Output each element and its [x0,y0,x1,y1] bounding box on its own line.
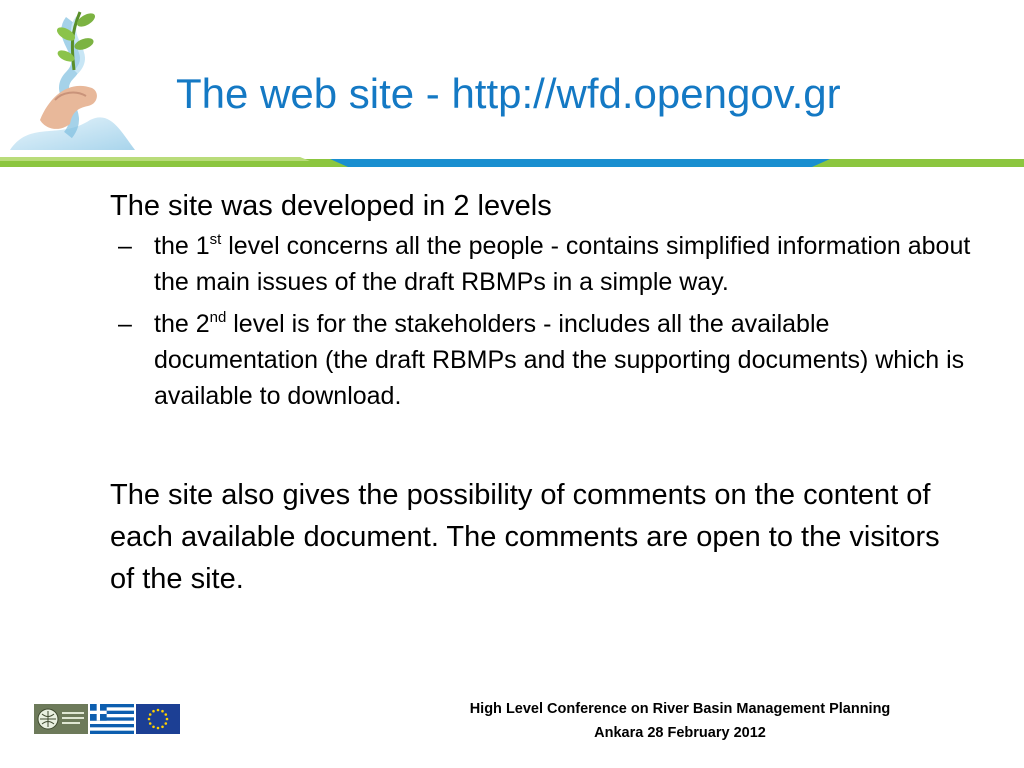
slide-body [110,188,990,600]
lead-text: The site was developed in 2 levels [110,190,552,222]
item-prefix: the 2 [154,310,210,338]
footer-conference-title: High Level Conference on River Basin Management Planning [469,701,891,717]
dash-bullet: – [118,232,132,260]
ordinal-suffix: nd [209,309,227,326]
water-plant-logo-icon [0,0,140,160]
ministry-logo-icon [34,704,88,734]
dash-bullet: – [118,310,132,338]
eu-flag-icon [136,704,180,734]
footer-date-location: Ankara 28 February 2012 [594,725,766,741]
item-text: level is for the stakeholders - includes all the available documentation (the draft RBMPs and the supporting documents) which is available to download. [154,310,965,410]
item-text: level concerns all the people - contains simplified information about the main issues of the draft RBMPs in a simple way. [154,232,971,296]
header-divider [0,155,1024,169]
list-item-level-2 [110,306,990,414]
list-item-level-1 [110,228,990,300]
item-prefix: the 1 [154,232,210,260]
ordinal-suffix: st [209,231,222,248]
page-title: The web site - http://wfd.opengov.gr [176,70,841,117]
greek-flag-icon [90,704,134,734]
level-list [110,228,990,414]
comments-paragraph: The site also gives the possibility of comments on the content of each available document. The comments are open to the visitors of the site. [110,479,940,595]
footer-logos [34,702,184,736]
